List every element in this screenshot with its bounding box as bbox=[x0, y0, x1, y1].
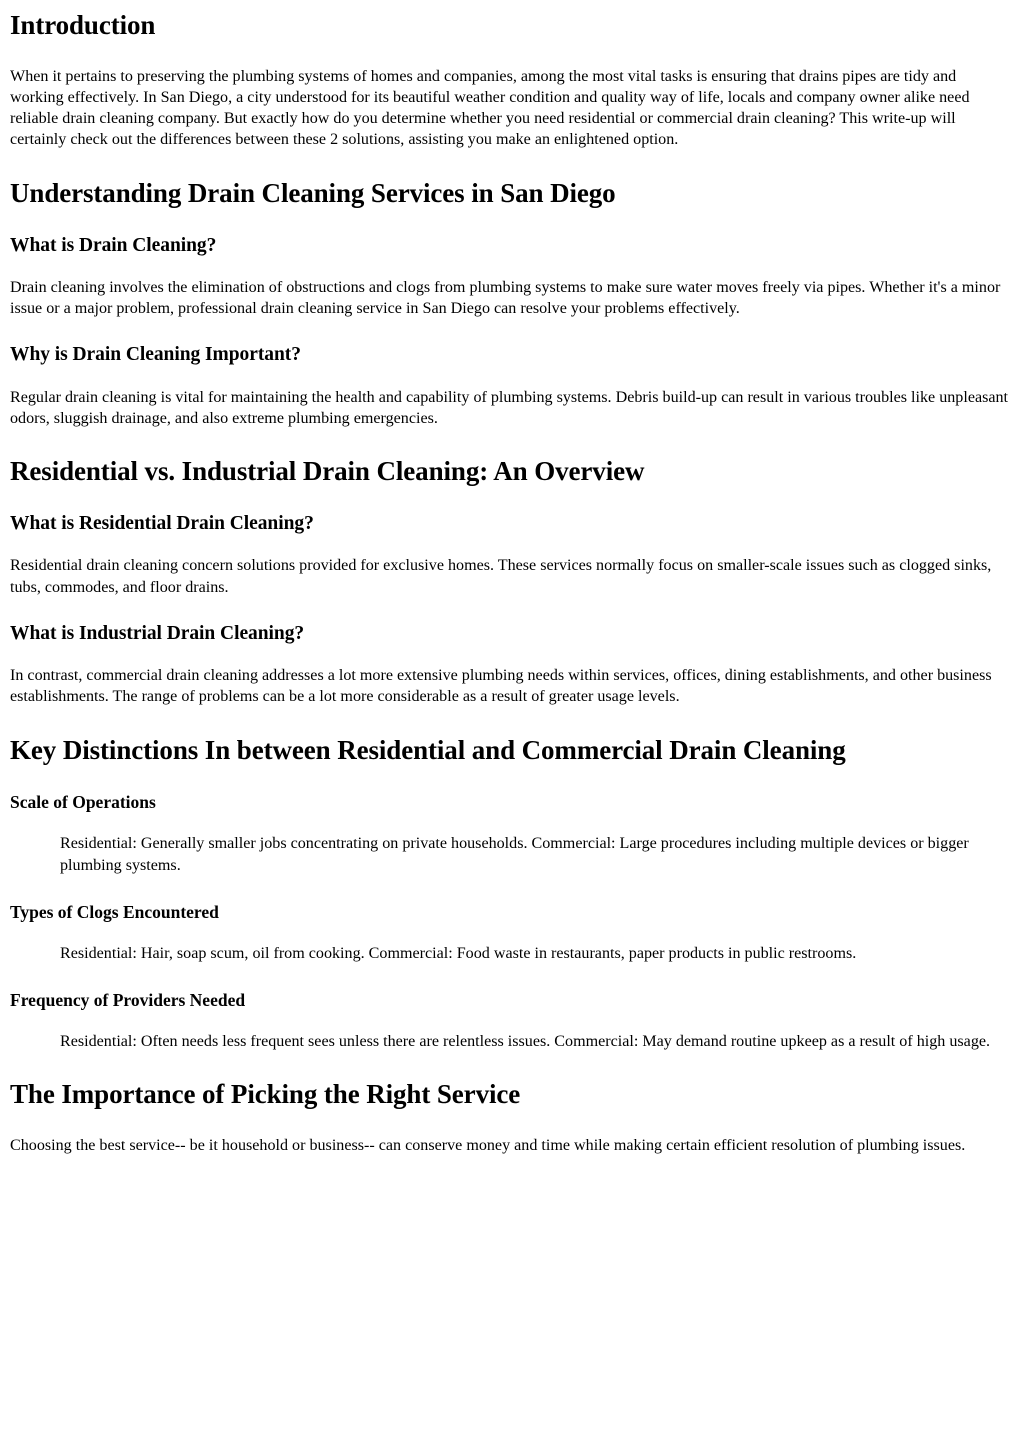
paragraph-what-is-drain-cleaning: Drain cleaning involves the elimination of obstructions and clogs from plumbing systems to make sure water moves freely via pipes. Whether it's a minor issue or a major problem, professional drain cleaning service in San Diego can resolve your problems effectively. bbox=[10, 278, 1001, 318]
spacer bbox=[10, 488, 1013, 512]
spacer bbox=[10, 42, 1013, 66]
paragraph-what-is-residential-drain-cleaning: Residential drain cleaning concern solutions provided for exclusive homes. These services normally focus on smaller-scale issues such as clogged sinks, tubs, commodes, and floor drains. bbox=[10, 557, 992, 596]
spacer bbox=[10, 367, 1013, 387]
spacer bbox=[10, 766, 1013, 792]
heading-what-is-industrial-drain-cleaning: What is Industrial Drain Cleaning? bbox=[10, 622, 305, 644]
heading-why-is-drain-cleaning-important: Why is Drain Cleaning Important? bbox=[10, 344, 301, 366]
heading-key-distinctions: Key Distinctions In between Residential and Commercial Drain Cleaning bbox=[10, 734, 846, 765]
spacer bbox=[10, 645, 1013, 665]
spacer bbox=[10, 151, 1013, 178]
paragraph-importance-of-picking-right-service: Choosing the best service-- be it household or business-- can conserve money and time while making certain efficient resolution of plumbing issues. bbox=[10, 1137, 966, 1155]
spacer bbox=[10, 876, 1013, 902]
spacer bbox=[10, 964, 1013, 990]
paragraph-why-is-drain-cleaning-important: Regular drain cleaning is vital for maintaining the health and capability of plumbing systems. Debris build-up can result in various troubles like unpleasant odors, sluggish drainage, and also extreme plumbing emergencies. bbox=[10, 388, 1009, 427]
heading-introduction: Introduction bbox=[10, 10, 156, 40]
spacer bbox=[10, 319, 1013, 343]
heading-scale-of-operations: Scale of Operations bbox=[10, 792, 156, 813]
heading-understanding-drain-cleaning-services: Understanding Drain Cleaning Services in San Diego bbox=[10, 177, 616, 208]
spacer bbox=[10, 429, 1013, 456]
heading-what-is-drain-cleaning: What is Drain Cleaning? bbox=[10, 234, 217, 256]
heading-types-of-clogs-encountered: Types of Clogs Encountered bbox=[10, 901, 219, 922]
paragraph-introduction: When it pertains to preserving the plumbing systems of homes and companies, among the most vital tasks is ensuring that drains pipes are tidy and working effectively. In San Diego, a city understood for its beautiful weather condition and quality way of life, locals and company owner alike need reliable drain cleaning company. But exactly how do you determine whether you need residential or commercial drain cleaning? This write-up will certainly check out the differences between these 2 solutions, assisting you make an enlightened option. bbox=[10, 67, 970, 149]
heading-what-is-residential-drain-cleaning: What is Residential Drain Cleaning? bbox=[10, 512, 314, 534]
spacer bbox=[10, 1111, 1013, 1135]
quote-scale-of-operations: Residential: Generally smaller jobs concentrating on private households. Commercial: Large procedures including multiple devices or bigger plumbing systems. bbox=[60, 835, 969, 874]
paragraph-what-is-industrial-drain-cleaning: In contrast, commercial drain cleaning addresses a lot more extensive plumbing needs within services, offices, dining establishments, and other business establishments. The range of problems can be a lot more considerable as a result of greater usage levels. bbox=[10, 667, 992, 706]
spacer bbox=[10, 257, 1013, 277]
quote-types-of-clogs-encountered: Residential: Hair, soap scum, oil from cooking. Commercial: Food waste in restaurants, paper products in public restrooms. bbox=[60, 944, 857, 962]
spacer bbox=[10, 598, 1013, 622]
spacer bbox=[10, 210, 1013, 234]
spacer bbox=[10, 923, 1013, 943]
heading-frequency-of-providers-needed: Frequency of Providers Needed bbox=[10, 990, 246, 1011]
spacer bbox=[10, 1011, 1013, 1031]
spacer bbox=[10, 708, 1013, 735]
spacer bbox=[10, 1052, 1013, 1079]
quote-frequency-of-providers-needed: Residential: Often needs less frequent sees unless there are relentless issues. Commercial: May demand routine upkeep as a result of high usage. bbox=[60, 1033, 991, 1051]
spacer bbox=[10, 813, 1013, 833]
heading-importance-of-picking-right-service: The Importance of Picking the Right Service bbox=[10, 1079, 521, 1110]
heading-residential-vs-industrial-overview: Residential vs. Industrial Drain Cleaning: An Overview bbox=[10, 456, 645, 487]
spacer bbox=[10, 535, 1013, 555]
